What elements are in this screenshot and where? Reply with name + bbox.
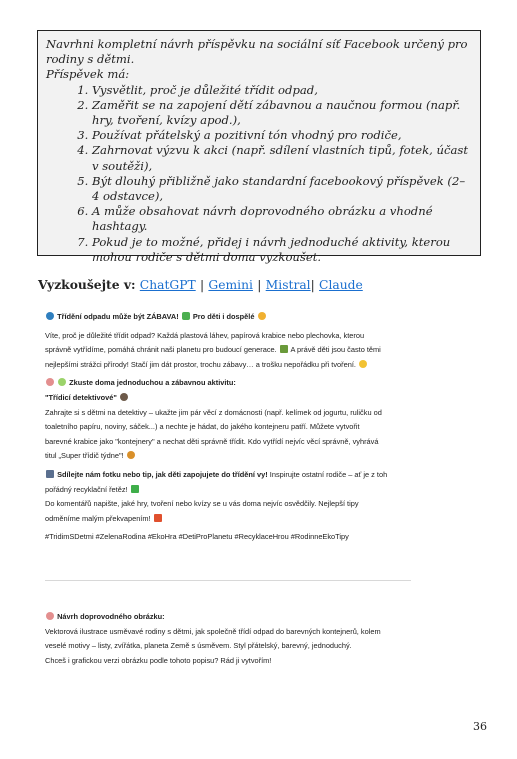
separator: | bbox=[257, 278, 262, 292]
recycle-icon bbox=[131, 485, 139, 493]
response-paragraph: Víte, proč je důležité třídit odpad? Každá plastová láhev, papírová krabice nebo plechovka, kterou bbox=[45, 330, 365, 340]
globe-icon bbox=[46, 312, 54, 320]
response-paragraph: správně vytřídíme, pomáhá chránit naši planetu pro budoucí generace. A právě děti jsou často těmi bbox=[45, 345, 381, 355]
response-paragraph: odměníme malým překvapením! bbox=[45, 512, 475, 527]
response-paragraph: nejlepšími strážci přírody! Stačí jim dát prostor, trochu zábavy… a trošku nepořádku při tvoření. bbox=[45, 358, 475, 373]
response-heading: Sdílejte nám fotku nebo tip, jak děti zapojujete do třídění vy! Inspirujte ostatní rodiče – ať je z toh bbox=[45, 468, 475, 483]
closing-question: Chceš i grafickou verzi obrázku podle tohoto popisu? Rád ji vytvořím! bbox=[45, 655, 272, 665]
response-heading: Zkuste doma jednoduchou a zábavnou aktivitu: bbox=[45, 376, 475, 391]
prompt-label: Příspěvek má: bbox=[46, 67, 130, 82]
sparkles-icon bbox=[58, 378, 66, 386]
link-claude[interactable]: Claude bbox=[319, 278, 363, 292]
recycle-bin-icon bbox=[280, 345, 288, 353]
page-number: 36 bbox=[473, 720, 487, 733]
link-mistral[interactable]: Mistral bbox=[265, 278, 311, 292]
response-paragraph: Vektorová ilustrace usměvavé rodiny s dětmi, jak společně třídí odpad do barevných kontejnerů, kolem bbox=[45, 626, 381, 636]
response-paragraph: veselé motivy – listy, zvířátka, planeta Země s úsměvem. Styl přátelský, barevný, jednoduchý. bbox=[45, 641, 352, 651]
medal-icon bbox=[127, 451, 135, 459]
link-chatgpt[interactable]: ChatGPT bbox=[139, 278, 196, 292]
separator: | bbox=[310, 278, 315, 292]
separator: | bbox=[199, 278, 205, 292]
response-heading: Návrh doprovodného obrázku: bbox=[45, 610, 475, 625]
gift-icon bbox=[154, 514, 162, 522]
prompt-box bbox=[37, 30, 481, 264]
ai-response bbox=[45, 310, 475, 545]
prompt-item: 7. Pokud je to možné, přidej i návrh jednoduché aktivity, kterou mohou rodiče s dětmi doma vyzkoušet. bbox=[92, 235, 472, 265]
brain-icon bbox=[46, 378, 54, 386]
response-heading: Třídění odpadu může být ZÁBAVA! Pro děti i dospělé bbox=[45, 310, 475, 325]
prompt-item: 4. Zahrnovat výzvu k akci (např. sdílení vlastních tipů, fotek, účast v soutěži), bbox=[92, 143, 472, 173]
detective-icon bbox=[120, 393, 128, 401]
hashtags: #TridimSDetmi #ZelenaRodina #EkoHra #DetiProPlanetu #RecyklaceHrou #RodinneEkoTipy bbox=[45, 532, 349, 542]
family-icon bbox=[258, 312, 266, 320]
prompt-item: 5. Být dlouhý přibližně jako standardní facebookový příspěvek (2–4 odstavce), bbox=[92, 174, 472, 204]
response-paragraph: Do komentářů napište, jaké hry, tvoření nebo kvízy se u vás doma nejvíc osvědčily. Nejlepší tipy bbox=[45, 499, 359, 509]
response-paragraph: Zahrajte si s dětmi na detektivy – ukažte jim pár věcí z domácnosti (např. kelímek od jogurtu, ruličku od bbox=[45, 407, 382, 417]
brain-icon bbox=[46, 612, 54, 620]
response-paragraph: toaletního papíru, noviny, sáček...) a nechte je hádat, do jakého kontejneru patří. Můžete vytvořit bbox=[45, 422, 360, 432]
try-in-line bbox=[38, 277, 363, 292]
response-paragraph: barevné krabice jako "kontejnery" a nechat děti správně třídit. Kdo vytřídí nejvíc věcí správně, vyhrává bbox=[45, 436, 379, 446]
prompt-list bbox=[46, 83, 472, 265]
try-label: Vyzkoušejte v: bbox=[38, 277, 136, 292]
prompt-item: 1. Vysvětlit, proč je důležité třídit odpad, bbox=[92, 83, 472, 98]
link-gemini[interactable]: Gemini bbox=[208, 278, 253, 292]
divider bbox=[45, 580, 411, 581]
prompt-intro: Navrhni kompletní návrh příspěvku na sociální síť Facebook určený pro rodiny s dětmi. bbox=[46, 37, 468, 67]
camera-icon bbox=[46, 470, 54, 478]
activity-title: "Třídicí detektivové" bbox=[45, 391, 475, 406]
prompt-item: 3. Používat přátelský a pozitivní tón vhodný pro rodiče, bbox=[92, 128, 472, 143]
heart-icon bbox=[182, 312, 190, 320]
image-suggestion bbox=[45, 610, 475, 668]
smile-icon bbox=[359, 360, 367, 368]
response-paragraph: pořádný recyklační řetěz! bbox=[45, 483, 475, 498]
response-paragraph: titul „Super třídič týdne"! bbox=[45, 449, 475, 464]
prompt-item: 6. A může obsahovat návrh doprovodného obrázku a vhodné hashtagy. bbox=[92, 204, 472, 234]
prompt-item: 2. Zaměřit se na zapojení dětí zábavnou a naučnou formou (např. hry, tvoření, kvízy apod.), bbox=[92, 98, 472, 128]
